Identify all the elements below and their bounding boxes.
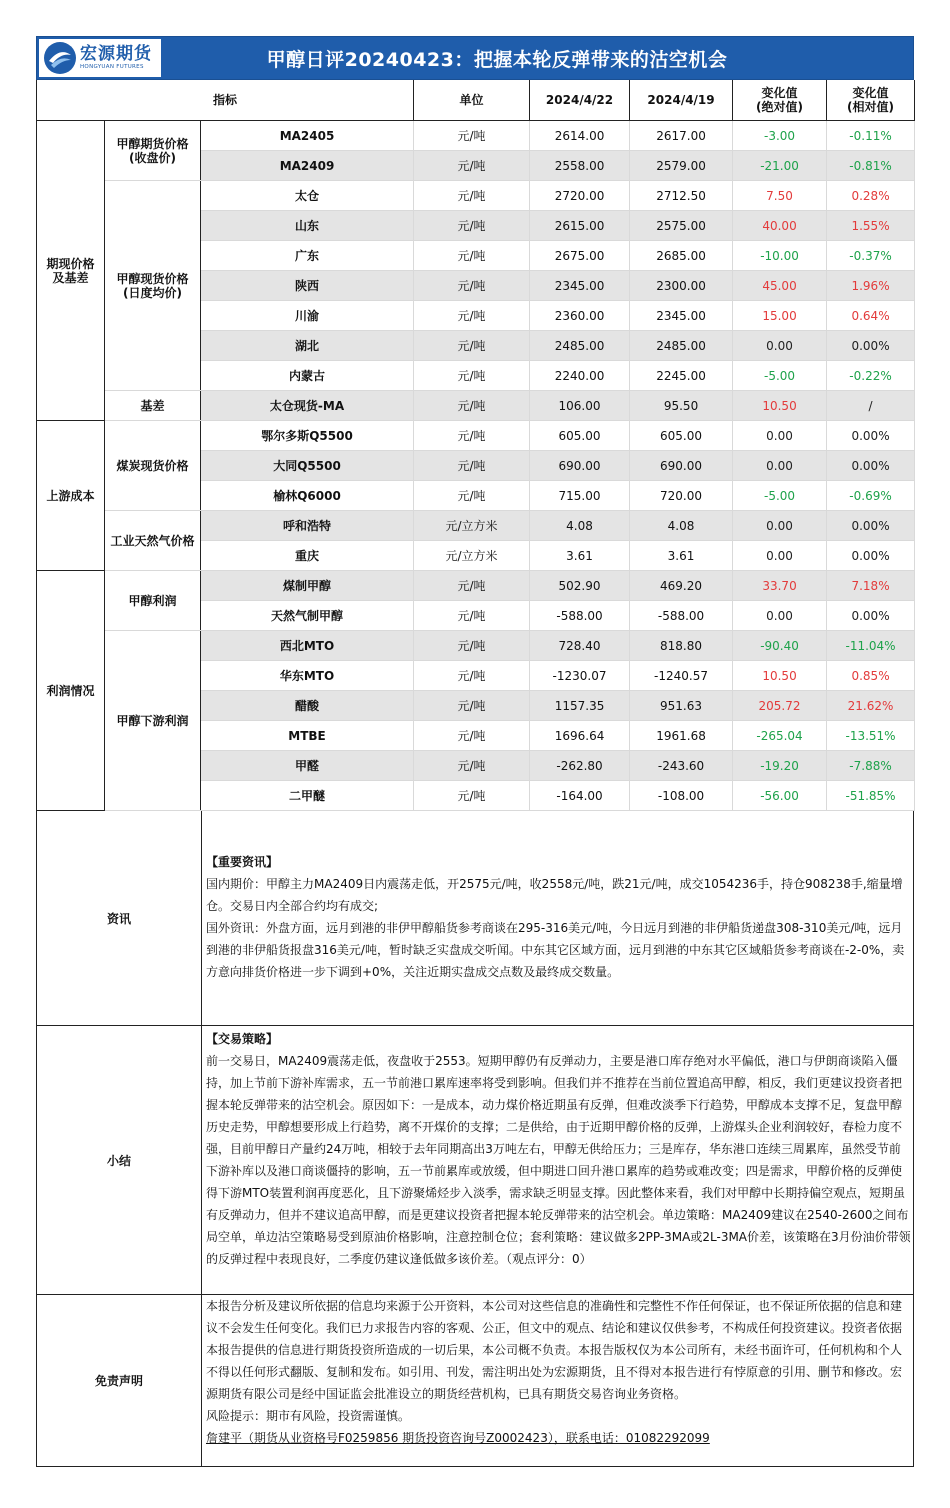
row-value-date2: 2579.00 [630, 151, 733, 181]
row-change-abs: 0.00 [733, 511, 827, 541]
row-value-date2: -588.00 [630, 601, 733, 631]
row-change-rel: -0.37% [827, 241, 915, 271]
row-value-date2: 2617.00 [630, 121, 733, 151]
row-value-date1: 2485.00 [530, 331, 630, 361]
row-value-date1: -164.00 [530, 781, 630, 811]
news-label: 资讯 [37, 811, 202, 1025]
disclaimer-label: 免责声明 [37, 1295, 202, 1466]
row-change-abs: -5.00 [733, 361, 827, 391]
row-unit: 元/吨 [414, 301, 530, 331]
row-change-abs: -19.20 [733, 751, 827, 781]
row-change-rel: -0.11% [827, 121, 915, 151]
row-unit: 元/吨 [414, 571, 530, 601]
row-value-date2: 2575.00 [630, 211, 733, 241]
row-change-rel: 0.85% [827, 661, 915, 691]
row-value-date2: 818.80 [630, 631, 733, 661]
row-indicator-name: 甲醛 [201, 751, 414, 781]
row-change-rel: / [827, 391, 915, 421]
row-unit: 元/吨 [414, 691, 530, 721]
row-unit: 元/吨 [414, 211, 530, 241]
row-change-rel: 0.00% [827, 511, 915, 541]
row-change-abs: 15.00 [733, 301, 827, 331]
table-header-row [37, 80, 915, 121]
row-value-date1: 2615.00 [530, 211, 630, 241]
report-header [36, 36, 914, 80]
subgroup-label: 基差 [105, 391, 201, 421]
row-value-date1: -262.80 [530, 751, 630, 781]
row-change-rel: -11.04% [827, 631, 915, 661]
row-value-date2: -108.00 [630, 781, 733, 811]
row-value-date2: 2300.00 [630, 271, 733, 301]
row-indicator-name: 华东MTO [201, 661, 414, 691]
row-value-date1: 3.61 [530, 541, 630, 571]
row-change-abs: 0.00 [733, 601, 827, 631]
company-logo [39, 39, 161, 77]
row-change-rel: 1.96% [827, 271, 915, 301]
row-change-abs: -90.40 [733, 631, 827, 661]
row-unit: 元/吨 [414, 151, 530, 181]
summary-section [36, 1026, 914, 1295]
table-row [37, 511, 915, 541]
summary-body [202, 1026, 913, 1294]
row-unit: 元/吨 [414, 121, 530, 151]
row-change-rel: 21.62% [827, 691, 915, 721]
row-change-rel: -0.22% [827, 361, 915, 391]
subgroup-label: 甲醇期货价格 (收盘价) [105, 121, 201, 181]
logo-name-en: HONGYUAN FUTURES [80, 64, 144, 70]
row-unit: 元/吨 [414, 751, 530, 781]
row-value-date1: 2675.00 [530, 241, 630, 271]
row-unit: 元/立方米 [414, 511, 530, 541]
row-change-abs: 40.00 [733, 211, 827, 241]
row-change-abs: 10.50 [733, 661, 827, 691]
row-change-abs: -265.04 [733, 721, 827, 751]
row-indicator-name: 西北MTO [201, 631, 414, 661]
row-change-abs: 0.00 [733, 331, 827, 361]
row-unit: 元/吨 [414, 361, 530, 391]
col-header-indicator: 指标 [37, 80, 414, 121]
row-indicator-name: 煤制甲醇 [201, 571, 414, 601]
row-change-rel: 7.18% [827, 571, 915, 601]
group-label: 利润情况 [37, 571, 105, 811]
table-row [37, 391, 915, 421]
row-indicator-name: 川渝 [201, 301, 414, 331]
row-indicator-name: MA2405 [201, 121, 414, 151]
subgroup-label: 甲醇下游利润 [105, 631, 201, 811]
row-value-date1: 4.08 [530, 511, 630, 541]
row-change-abs: 0.00 [733, 451, 827, 481]
row-change-abs: 45.00 [733, 271, 827, 301]
col-header-change-abs: 变化值 (绝对值) [733, 80, 827, 121]
row-change-rel: 0.00% [827, 601, 915, 631]
row-value-date1: 715.00 [530, 481, 630, 511]
row-indicator-name: 太仓现货-MA [201, 391, 414, 421]
news-domestic: 国内期价：甲醇主力MA2409日内震荡走低，开2575元/吨，收2558元/吨，跌21元/吨，成交1054236手，持仓908238手,缩量增仓。交易日内全部合约均有成交; [206, 877, 903, 913]
news-body [202, 811, 913, 1025]
table-row [37, 631, 915, 661]
row-value-date1: 502.90 [530, 571, 630, 601]
row-unit: 元/吨 [414, 721, 530, 751]
row-value-date2: 469.20 [630, 571, 733, 601]
row-value-date2: 2712.50 [630, 181, 733, 211]
row-change-abs: -10.00 [733, 241, 827, 271]
news-heading: 【重要资讯】 [206, 855, 279, 869]
row-indicator-name: 山东 [201, 211, 414, 241]
row-value-date1: -588.00 [530, 601, 630, 631]
subgroup-label: 甲醇利润 [105, 571, 201, 631]
row-value-date2: 690.00 [630, 451, 733, 481]
col-header-date1: 2024/4/22 [530, 80, 630, 121]
table-row [37, 421, 915, 451]
row-value-date2: 605.00 [630, 421, 733, 451]
row-indicator-name: 重庆 [201, 541, 414, 571]
disclaimer-body [202, 1295, 913, 1466]
row-value-date1: 2240.00 [530, 361, 630, 391]
row-indicator-name: 榆林Q6000 [201, 481, 414, 511]
subgroup-label: 工业天然气价格 [105, 511, 201, 571]
indicator-table [36, 80, 915, 811]
row-indicator-name: MTBE [201, 721, 414, 751]
row-indicator-name: 天然气制甲醇 [201, 601, 414, 631]
summary-text: 前一交易日，MA2409震荡走低，夜盘收于2553。短期甲醇仍有反弹动力，主要是港口库存绝对水平偏低，港口与伊朗商谈陷入僵持，加上节前下游补库需求，五一节前港口累库速率将受到影响。但我们并不推荐在当前位置追高甲醇，相反，我们更建议投资者把握本轮反弹带来的沽空机会。原因如下：一是成本，动力煤价格近期虽有反弹，但难改淡季下行趋势，甲醇成本支撑不足，复盘甲醇历史走势，甲醇想要形成上行趋势，离不开煤价的支撑；二是供给，由于近期甲醇价格的反弹，上游煤头企业利润较好，春检力度不强，目前甲醇日产量约24万吨，相较于去年同期高出3万吨左右，甲醇无供给压力；三是库存，华东港口连续三周累库，虽然受节前下游补库以及港口商谈僵持的影响，五一节前累库或放缓，但中期进口回升港口累库的趋势或难改变；四是需求，甲醇价格的反弹使得下游MTO装置利润再度恶化，且下游聚烯烃步入淡季，需求缺乏明显支撑。因此整体来看，我们对甲醇中长期持偏空观点，短期虽有反弹动力，但并不建议追高甲醇，而是更建议投资者把握本轮反弹带来的沽空机会。单边策略：MA2409建议在2540-2600之间布局空单，单边沽空策略易受到原油价格影响，注意控制仓位；套利策略：建议做多2PP-3MA或2L-3MA价差，该策略在3月份油价带领的反弹过程中表现良好，二季度仍建议逢低做多该价差。（观点评分：0） [206, 1054, 911, 1266]
row-value-date1: 106.00 [530, 391, 630, 421]
row-indicator-name: 呼和浩特 [201, 511, 414, 541]
row-unit: 元/吨 [414, 481, 530, 511]
row-change-abs: -56.00 [733, 781, 827, 811]
row-change-abs: 0.00 [733, 421, 827, 451]
row-indicator-name: 二甲醚 [201, 781, 414, 811]
row-value-date2: 2685.00 [630, 241, 733, 271]
row-indicator-name: 鄂尔多斯Q5500 [201, 421, 414, 451]
row-change-rel: -13.51% [827, 721, 915, 751]
summary-heading: 【交易策略】 [206, 1032, 279, 1046]
row-unit: 元/吨 [414, 451, 530, 481]
row-unit: 元/吨 [414, 631, 530, 661]
row-change-rel: -51.85% [827, 781, 915, 811]
news-section [36, 811, 914, 1026]
row-change-rel: 0.00% [827, 331, 915, 361]
row-unit: 元/吨 [414, 421, 530, 451]
table-row [37, 181, 915, 211]
row-value-date1: 2720.00 [530, 181, 630, 211]
row-value-date1: 605.00 [530, 421, 630, 451]
row-value-date1: 2360.00 [530, 301, 630, 331]
row-value-date2: 720.00 [630, 481, 733, 511]
logo-mark-icon [43, 41, 77, 75]
row-unit: 元/吨 [414, 601, 530, 631]
report-sheet [36, 36, 914, 1467]
row-indicator-name: 醋酸 [201, 691, 414, 721]
row-value-date1: -1230.07 [530, 661, 630, 691]
report-title: 甲醇日评20240423：把握本轮反弹带来的沽空机会 [266, 48, 728, 71]
row-change-abs: -21.00 [733, 151, 827, 181]
row-change-rel: -0.69% [827, 481, 915, 511]
row-value-date2: 3.61 [630, 541, 733, 571]
row-value-date2: 2245.00 [630, 361, 733, 391]
row-value-date2: -1240.57 [630, 661, 733, 691]
row-value-date2: 4.08 [630, 511, 733, 541]
col-header-change-rel: 变化值 (相对值) [827, 80, 915, 121]
row-unit: 元/吨 [414, 661, 530, 691]
logo-name-cn: 宏源期货 [80, 44, 152, 64]
row-value-date1: 690.00 [530, 451, 630, 481]
row-value-date1: 2614.00 [530, 121, 630, 151]
row-change-rel: 0.00% [827, 541, 915, 571]
table-row [37, 571, 915, 601]
row-change-rel: -0.81% [827, 151, 915, 181]
subgroup-label: 甲醇现货价格 (日度均价) [105, 181, 201, 391]
row-value-date1: 1157.35 [530, 691, 630, 721]
group-label: 期现价格 及基差 [37, 121, 105, 421]
row-indicator-name: 大同Q5500 [201, 451, 414, 481]
analyst-contact: 詹建平（期货从业资格号F0259856 期货投资咨询号Z0002423），联系电话：01082292099 [206, 1431, 710, 1445]
row-change-rel: 0.00% [827, 451, 915, 481]
row-unit: 元/立方米 [414, 541, 530, 571]
row-change-abs: 205.72 [733, 691, 827, 721]
group-label: 上游成本 [37, 421, 105, 571]
news-foreign: 国外资讯：外盘方面，远月到港的非伊甲醇船货参考商谈在295-316美元/吨，今日远月到港的非伊船货递盘308-310美元/吨，远月到港的非伊船货报盘316美元/吨，暂时缺乏实盘成交听闻。中东其它区域方面，远月到港的中东其它区域船货参考商谈在-2-0%，卖方意向排货价格进一步下调到+0%，关注近期实盘成交点数及最终成交数量。 [206, 921, 905, 979]
row-value-date2: 95.50 [630, 391, 733, 421]
row-unit: 元/吨 [414, 781, 530, 811]
row-change-abs: 33.70 [733, 571, 827, 601]
row-value-date1: 2558.00 [530, 151, 630, 181]
row-value-date1: 1696.64 [530, 721, 630, 751]
row-change-rel: -7.88% [827, 751, 915, 781]
row-indicator-name: MA2409 [201, 151, 414, 181]
row-change-rel: 0.64% [827, 301, 915, 331]
row-indicator-name: 内蒙古 [201, 361, 414, 391]
row-unit: 元/吨 [414, 331, 530, 361]
row-value-date2: 2485.00 [630, 331, 733, 361]
row-value-date2: 1961.68 [630, 721, 733, 751]
row-unit: 元/吨 [414, 241, 530, 271]
row-value-date2: 2345.00 [630, 301, 733, 331]
subgroup-label: 煤炭现货价格 [105, 421, 201, 511]
row-indicator-name: 陕西 [201, 271, 414, 301]
row-change-rel: 0.28% [827, 181, 915, 211]
row-value-date2: 951.63 [630, 691, 733, 721]
row-change-abs: -5.00 [733, 481, 827, 511]
row-change-rel: 1.55% [827, 211, 915, 241]
row-unit: 元/吨 [414, 391, 530, 421]
summary-label: 小结 [37, 1026, 202, 1294]
row-value-date2: -243.60 [630, 751, 733, 781]
row-change-rel: 0.00% [827, 421, 915, 451]
col-header-date2: 2024/4/19 [630, 80, 733, 121]
row-value-date1: 728.40 [530, 631, 630, 661]
row-unit: 元/吨 [414, 181, 530, 211]
row-value-date1: 2345.00 [530, 271, 630, 301]
row-indicator-name: 广东 [201, 241, 414, 271]
row-change-abs: 0.00 [733, 541, 827, 571]
row-indicator-name: 太仓 [201, 181, 414, 211]
row-unit: 元/吨 [414, 271, 530, 301]
col-header-unit: 单位 [414, 80, 530, 121]
row-change-abs: 7.50 [733, 181, 827, 211]
row-change-abs: 10.50 [733, 391, 827, 421]
disclaimer-text: 本报告分析及建议所依据的信息均来源于公开资料，本公司对这些信息的准确性和完整性不作任何保证，也不保证所依据的信息和建议不会发生任何变化。我们已力求报告内容的客观、公正，但文中的观点、结论和建议仅供参考，不构成任何投资建议。投资者依据本报告提供的信息进行期货投资所造成的一切后果，本公司概不负责。本报告版权仅为本公司所有，未经书面许可，任何机构和个人不得以任何形式翻版、复制和发布。如引用、刊发，需注明出处为宏源期货，且不得对本报告进行有悖原意的引用、删节和修改。宏源期货有限公司是经中国证监会批准设立的期货经营机构，已具有期货交易咨询业务资格。 [206, 1299, 903, 1401]
disclaimer-section [36, 1295, 914, 1467]
row-indicator-name: 湖北 [201, 331, 414, 361]
table-row [37, 121, 915, 151]
risk-warning: 风险提示：期市有风险，投资需谨慎。 [206, 1409, 411, 1423]
row-change-abs: -3.00 [733, 121, 827, 151]
